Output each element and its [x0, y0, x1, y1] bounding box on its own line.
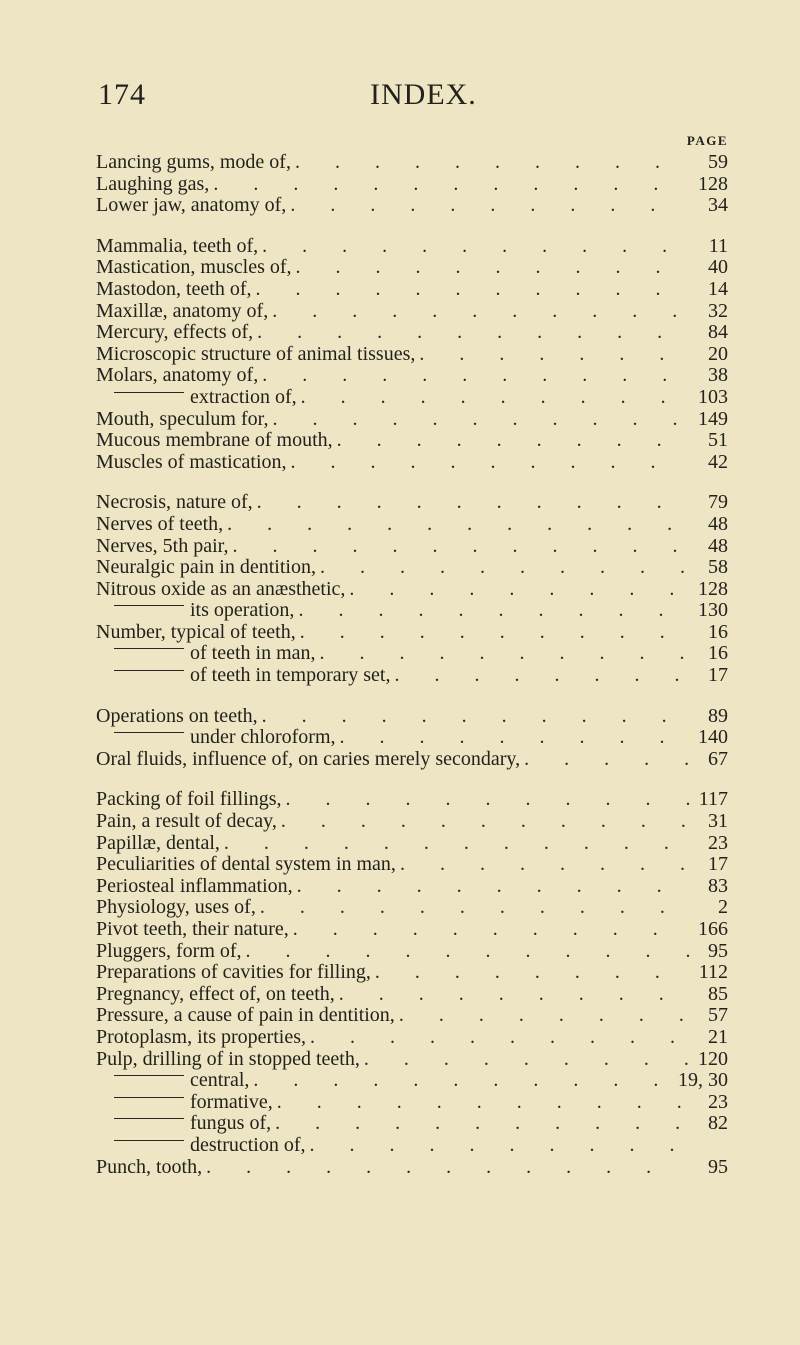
dot-leader	[290, 195, 690, 217]
entry-term	[96, 1070, 249, 1092]
entry-term-text: central,	[190, 1069, 250, 1092]
dot-leader	[399, 1005, 690, 1027]
entry-term	[96, 514, 223, 536]
ditto-rule	[114, 648, 184, 649]
dot-leader	[301, 387, 690, 409]
entry-page-number: 11	[708, 234, 728, 257]
entry-term	[96, 941, 242, 963]
entry-page-number: 95	[708, 1155, 728, 1178]
index-entry	[96, 706, 728, 728]
entry-page-number: 149	[698, 407, 728, 430]
dot-leader	[256, 279, 690, 301]
entry-term	[96, 492, 253, 514]
entry-term	[96, 1092, 273, 1114]
entry-page-number: 128	[698, 577, 728, 600]
entry-page-number: 140	[698, 726, 728, 749]
running-head: INDEX.	[370, 78, 477, 111]
dot-leader	[395, 665, 691, 687]
entry-term	[96, 536, 229, 558]
dot-leader	[286, 789, 690, 811]
entry-term-text: formative,	[190, 1090, 273, 1113]
entry-term-text: Operations on teeth,	[96, 704, 258, 727]
dot-leader	[246, 941, 690, 963]
index-subentry	[96, 1092, 728, 1114]
entry-term	[96, 1027, 306, 1049]
dot-leader	[400, 854, 690, 876]
index-entry	[96, 322, 728, 344]
entry-term	[96, 622, 296, 644]
index-entry	[96, 301, 728, 323]
index-subentry	[96, 727, 728, 749]
entry-page-number: 79	[708, 491, 728, 514]
entry-page-number: 42	[708, 450, 728, 473]
entry-term	[96, 257, 292, 279]
dot-leader	[272, 301, 690, 323]
entry-term-text: Packing of foil fillings,	[96, 788, 282, 811]
entry-term-text: Mastication, muscles of,	[96, 256, 292, 279]
index-entry	[96, 152, 728, 174]
entry-page-number: 85	[708, 982, 728, 1005]
index-subentry	[96, 1113, 728, 1135]
entry-term-text: Microscopic structure of animal tissues,	[96, 342, 416, 365]
entry-page-number: 31	[708, 810, 728, 833]
entry-term	[96, 854, 396, 876]
entry-term-text: Pregnancy, effect of, on teeth,	[96, 982, 335, 1005]
index-entry	[96, 174, 728, 196]
entry-term	[96, 1113, 271, 1135]
entry-page-number: 83	[708, 874, 728, 897]
entry-page-number: 130	[698, 599, 728, 622]
index-entry	[96, 854, 728, 876]
entry-term-text: Pluggers, form of,	[96, 939, 242, 962]
dot-leader	[291, 452, 690, 474]
entry-term	[96, 279, 252, 301]
dot-leader	[419, 344, 690, 366]
entry-term	[96, 322, 253, 344]
index-entry	[96, 984, 728, 1006]
dot-leader	[227, 514, 690, 536]
dot-leader	[300, 622, 690, 644]
entry-term-text: Periosteal inflammation,	[96, 874, 293, 897]
entry-term	[96, 365, 258, 387]
dot-leader	[310, 1135, 690, 1157]
entry-page-number: 166	[698, 918, 728, 940]
entry-term-text: Punch, tooth,	[96, 1155, 203, 1178]
index-entry	[96, 409, 728, 431]
entry-term	[96, 1135, 306, 1157]
entry-term-text: Mammalia, teeth of,	[96, 234, 259, 257]
dot-leader	[260, 897, 690, 919]
entry-term-text: Molars, anatomy of,	[96, 364, 259, 387]
dot-leader	[337, 430, 690, 452]
ditto-rule	[114, 1075, 184, 1076]
entry-page-number: 128	[698, 172, 728, 195]
entry-term	[96, 1005, 395, 1027]
ditto-rule	[114, 732, 184, 733]
entry-term-text: Mercury, effects of,	[96, 321, 254, 344]
index-entry	[96, 236, 728, 258]
entry-page-number: 14	[708, 277, 728, 300]
dot-leader	[339, 984, 690, 1006]
entry-term	[96, 876, 293, 898]
index-subentry	[96, 1135, 728, 1157]
entry-term-text: Number, typical of teeth,	[96, 620, 296, 643]
index-group	[96, 236, 728, 474]
entry-term-text: its operation,	[190, 599, 295, 622]
dot-leader	[262, 236, 690, 258]
entry-term	[96, 833, 220, 855]
entry-page-number: 103	[698, 385, 728, 408]
index-entry	[96, 1005, 728, 1027]
dot-leader	[262, 365, 690, 387]
entry-term	[96, 174, 209, 196]
index-subentry	[96, 387, 728, 409]
entry-page-number: 95	[708, 939, 728, 962]
dot-leader	[297, 876, 690, 898]
ditto-rule	[114, 1118, 184, 1119]
entry-page-number: 48	[708, 512, 728, 535]
index-entry	[96, 279, 728, 301]
dot-leader	[213, 174, 690, 196]
index-subentry	[96, 643, 728, 665]
entry-term-text: Peculiarities of dental system in man,	[96, 853, 396, 876]
entry-page-number: 21	[708, 1025, 728, 1048]
dot-leader	[224, 833, 690, 855]
entry-term-text: Maxillæ, anatomy of,	[96, 299, 269, 322]
entry-page-number: 89	[708, 704, 728, 727]
index-entry	[96, 749, 728, 771]
entry-page-number: 17	[708, 664, 728, 687]
index-entry	[96, 919, 728, 941]
entry-term-text: Pain, a result of decay,	[96, 810, 277, 833]
dot-leader	[273, 409, 690, 431]
index-entry	[96, 430, 728, 452]
entry-term	[96, 430, 333, 452]
entry-term-text: Lower jaw, anatomy of,	[96, 194, 287, 217]
dot-leader	[233, 536, 691, 558]
entry-term-text: of teeth in man,	[190, 642, 316, 665]
ditto-rule	[114, 1140, 184, 1141]
entry-term	[96, 1157, 202, 1179]
entry-term	[96, 749, 520, 771]
index-entry	[96, 195, 728, 217]
entry-term	[96, 600, 294, 622]
entry-term	[96, 301, 268, 323]
dot-leader	[524, 749, 690, 771]
dot-leader	[320, 643, 690, 665]
entry-term	[96, 409, 269, 431]
entry-term	[96, 811, 277, 833]
entry-term	[96, 579, 345, 601]
index-group	[96, 789, 728, 1178]
dot-leader	[277, 1092, 690, 1114]
dot-leader	[375, 962, 690, 984]
index-entry	[96, 811, 728, 833]
entry-page-number: 117	[698, 788, 728, 811]
entry-page-number: 23	[708, 1090, 728, 1113]
entry-term-text: fungus of,	[190, 1112, 272, 1135]
index-entry	[96, 1027, 728, 1049]
dot-leader	[262, 706, 690, 728]
index-entry	[96, 579, 728, 601]
entry-term-text: destruction of,	[190, 1133, 306, 1156]
index-subentry	[96, 1070, 728, 1092]
index-entry	[96, 962, 728, 984]
index-group	[96, 492, 728, 686]
dot-leader	[206, 1157, 690, 1179]
dot-leader	[298, 600, 690, 622]
entry-term	[96, 789, 282, 811]
index-entry	[96, 876, 728, 898]
entry-term-text: Preparations of cavities for filling,	[96, 961, 371, 984]
entry-term	[96, 984, 335, 1006]
entry-term	[96, 344, 415, 366]
entry-page-number: 67	[708, 747, 728, 770]
dot-leader	[349, 579, 690, 601]
entry-term	[96, 195, 286, 217]
entry-term-text: Protoplasm, its properties,	[96, 1025, 306, 1048]
entry-term	[96, 557, 316, 579]
entry-term-text: Laughing gas,	[96, 172, 210, 195]
index-entry	[96, 492, 728, 514]
entry-term	[96, 387, 297, 409]
dot-leader	[281, 811, 690, 833]
dot-leader	[295, 152, 690, 174]
ditto-rule	[114, 392, 184, 393]
entry-term	[96, 152, 291, 174]
index-entry	[96, 897, 728, 919]
entry-term	[96, 897, 256, 919]
ditto-rule	[114, 1097, 184, 1098]
entry-term	[96, 452, 287, 474]
entry-term-text: Lancing gums, mode of,	[96, 151, 291, 173]
index-entry	[96, 365, 728, 387]
entry-page-number: 32	[708, 299, 728, 322]
dot-leader	[320, 557, 690, 579]
entry-page-number: 82	[708, 1112, 728, 1135]
entry-term	[96, 1049, 360, 1071]
entry-term-text: Pulp, drilling of in stopped teeth,	[96, 1047, 360, 1070]
entry-term-text: under chloroform,	[190, 726, 336, 749]
entry-page-number: 34	[708, 194, 728, 217]
index-entry	[96, 536, 728, 558]
entry-term-text: Nerves, 5th pair,	[96, 534, 229, 557]
entry-term-text: Mastodon, teeth of,	[96, 277, 252, 300]
entry-term-text: Muscles of mastication,	[96, 450, 287, 473]
index-subentry	[96, 600, 728, 622]
entry-page-number: 16	[708, 642, 728, 665]
index-entry	[96, 941, 728, 963]
page-column-label: PAGE	[686, 133, 728, 148]
entry-term	[96, 727, 336, 749]
entry-term-text: extraction of,	[190, 385, 297, 408]
entry-term	[96, 665, 391, 687]
entry-term-text: of teeth in temporary set,	[190, 664, 391, 687]
index-entry	[96, 622, 728, 644]
ditto-rule	[114, 670, 184, 671]
entry-page-number: 112	[698, 961, 728, 984]
dot-leader	[296, 257, 690, 279]
page-header	[98, 78, 738, 120]
entry-term	[96, 919, 289, 941]
entry-page-number: 20	[708, 342, 728, 365]
entry-page-number: 48	[708, 534, 728, 557]
entry-term-text: Pressure, a cause of pain in dentition,	[96, 1004, 395, 1027]
entry-term	[96, 236, 258, 258]
entry-page-number: 120	[698, 1047, 728, 1070]
entry-page-number: 17	[708, 853, 728, 876]
index-subentry	[96, 665, 728, 687]
entry-term-text: Nerves of teeth,	[96, 512, 224, 535]
entry-term-text: Nitrous oxide as an anæsthetic,	[96, 577, 346, 600]
ditto-rule	[114, 605, 184, 606]
entry-term-text: Mouth, speculum for,	[96, 407, 269, 430]
index-entry	[96, 1049, 728, 1071]
entry-term-text: Physiology, uses of,	[96, 896, 256, 919]
entry-page-number: 84	[708, 321, 728, 344]
entry-term	[96, 643, 316, 665]
entry-page-number: 38	[708, 364, 728, 387]
index-entry	[96, 452, 728, 474]
dot-leader	[340, 727, 690, 749]
index-group	[96, 706, 728, 771]
index-entry	[96, 514, 728, 536]
entry-page-number: 40	[708, 256, 728, 279]
dot-leader	[257, 492, 690, 514]
dot-leader	[257, 322, 690, 344]
entry-term-text: Papillæ, dental,	[96, 831, 220, 854]
index-group	[96, 152, 728, 217]
index-entry	[96, 833, 728, 855]
entry-term	[96, 706, 258, 728]
entry-term	[96, 962, 371, 984]
entry-page-number: 19, 30	[678, 1069, 728, 1092]
entry-page-number: 16	[708, 620, 728, 643]
entry-term-text: Necrosis, nature of,	[96, 491, 253, 514]
index-entry	[96, 257, 728, 279]
index-entry	[96, 789, 728, 811]
dot-leader	[293, 919, 690, 941]
entry-page-number: 59	[708, 151, 728, 173]
entry-page-number: 2	[718, 896, 728, 919]
index-entry	[96, 1157, 728, 1179]
entry-term-text: Pivot teeth, their nature,	[96, 918, 289, 940]
entry-term-text: Neuralgic pain in dentition,	[96, 556, 316, 579]
entry-page-number: 23	[708, 831, 728, 854]
entry-term-text: Oral fluids, influence of, on caries merely secondary,	[96, 747, 521, 770]
dot-leader	[253, 1070, 674, 1092]
entry-page-number: 58	[708, 556, 728, 579]
dot-leader	[310, 1027, 690, 1049]
index-entry	[96, 557, 728, 579]
dot-leader	[275, 1113, 690, 1135]
index-list	[96, 152, 728, 1197]
entry-page-number: 51	[708, 429, 728, 452]
page-number: 174	[98, 78, 146, 111]
dot-leader	[364, 1049, 690, 1071]
index-entry	[96, 344, 728, 366]
entry-page-number: 57	[708, 1004, 728, 1027]
entry-term-text: Mucous membrane of mouth,	[96, 429, 333, 452]
